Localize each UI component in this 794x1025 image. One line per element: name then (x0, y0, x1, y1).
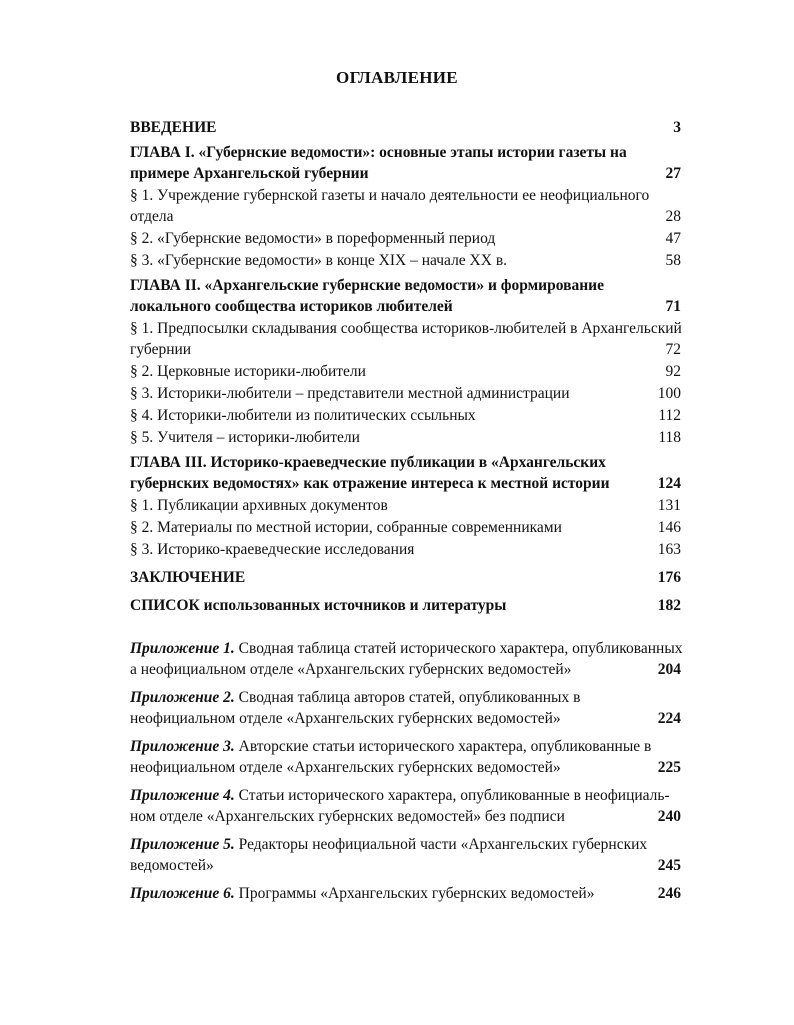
toc-page-number: 118 (658, 429, 681, 446)
toc-chapter-2 (130, 275, 713, 296)
appendix-text: а неофициальном отделе «Архангельских губернских ведомостей» (130, 661, 572, 678)
toc-chapter-1 (130, 142, 713, 163)
appendix-text: неофициальном отделе «Архангельских губернских ведомостей» (130, 759, 561, 776)
toc-page-number: 28 (665, 208, 681, 225)
toc-page-number: 224 (657, 710, 681, 727)
toc-page-number: 124 (657, 475, 681, 492)
toc-entry-text: губернских ведомостях» как отражение интереса к местной истории (130, 475, 610, 492)
toc-page-number: 163 (657, 541, 681, 558)
toc-entry-text: § 1. Предпосылки складывания сообщества историков-любителей в Архангельский (130, 320, 682, 337)
toc-appendix-6 (130, 883, 713, 904)
toc-page-number: 58 (665, 252, 681, 269)
toc-page-number: 100 (657, 385, 681, 402)
toc-entry-text: § 2. Церковные историки-любители (130, 363, 366, 380)
toc-appendix-3-cont (130, 757, 713, 778)
toc-entry-text: локального сообщества историков любителей (130, 298, 453, 315)
toc-chapter-1-cont (130, 163, 713, 184)
toc-page-number: 204 (657, 661, 681, 678)
toc-page-number: 92 (665, 363, 681, 380)
toc-entry-introduction (130, 117, 713, 138)
toc-page-number: 240 (657, 808, 681, 825)
toc-page-number: 47 (665, 230, 681, 247)
toc-appendix-1 (130, 638, 713, 659)
toc-entry-sources (130, 595, 713, 616)
toc-entry-text: § 3. Историки-любители – представители местной администрации (130, 385, 570, 402)
appendix-label: Приложение 5. (130, 836, 235, 853)
toc-entry-text: § 4. Историки-любители из политических ссыльных (130, 407, 476, 424)
toc-entry-text: § 3. Историко-краеведческие исследования (130, 541, 415, 558)
toc-entry-text: § 1. Публикации архивных документов (130, 497, 388, 514)
toc-appendix-1-cont (130, 659, 713, 680)
toc-section-1-1-cont (130, 206, 713, 227)
toc-section-3-3 (130, 539, 713, 560)
toc-page-number: 146 (657, 519, 681, 536)
appendix-text: Статьи исторического характера, опубликованные в неофициаль- (234, 787, 670, 804)
table-of-contents (130, 117, 713, 904)
toc-entry-text: ГЛАВА I. «Губернские ведомости»: основные этапы истории газеты на (130, 144, 627, 161)
toc-appendix-2-cont (130, 708, 713, 729)
toc-page-number: 131 (657, 497, 681, 514)
toc-section-2-2 (130, 361, 713, 382)
toc-entry-text: губернии (130, 341, 192, 358)
toc-entry-text: ВВЕДЕНИЕ (130, 119, 217, 136)
toc-page-number: 112 (658, 407, 681, 424)
toc-section-2-4 (130, 405, 713, 426)
toc-appendix-4 (130, 785, 713, 806)
toc-page-number: 225 (657, 759, 681, 776)
appendix-text: Редакторы неофициальной части «Архангельских губернских (234, 836, 648, 853)
toc-page-number: 72 (665, 341, 681, 358)
appendix-label: Приложение 6. (130, 885, 235, 902)
toc-entry-conclusion (130, 567, 713, 588)
toc-page-number: 27 (665, 165, 681, 182)
toc-chapter-3-cont (130, 473, 713, 494)
toc-entry-text: § 3. «Губернские ведомости» в конце XIX – начале XX в. (130, 252, 508, 269)
toc-entry-text: § 1. Учреждение губернской газеты и начало деятельности ее неофициального (130, 187, 650, 204)
toc-page-number: 176 (657, 569, 681, 586)
toc-page-number: 246 (657, 885, 681, 902)
toc-page-number: 182 (657, 597, 681, 614)
page-title: ОГЛАВЛЕНИЕ (336, 68, 458, 87)
appendix-text: Программы «Архангельских губернских ведомостей» (234, 885, 595, 902)
toc-page-number: 71 (665, 298, 681, 315)
toc-section-2-5 (130, 427, 713, 448)
toc-appendix-4-cont (130, 806, 713, 827)
toc-page-number: 3 (673, 119, 681, 136)
toc-entry-text: § 5. Учителя – историки-любители (130, 429, 360, 446)
appendix-text: Сводная таблица авторов статей, опубликованных в (234, 689, 581, 706)
toc-entry-text: § 2. Материалы по местной истории, собранные современниками (130, 519, 562, 536)
appendix-text: ном отделе «Архангельских губернских ведомостей» без подписи (130, 808, 565, 825)
toc-section-3-2 (130, 517, 713, 538)
toc-entry-text: ГЛАВА II. «Архангельские губернские ведомости» и формирование (130, 277, 604, 294)
toc-section-1-2 (130, 228, 713, 249)
toc-appendix-5 (130, 834, 713, 855)
toc-appendix-2 (130, 687, 713, 708)
toc-entry-text: примере Архангельской губернии (130, 165, 369, 182)
toc-section-2-1-cont (130, 339, 713, 360)
appendix-label: Приложение 3. (130, 738, 235, 755)
appendix-label: Приложение 2. (130, 689, 235, 706)
toc-appendix-3 (130, 736, 713, 757)
toc-entry-text: § 2. «Губернские ведомости» в пореформенный период (130, 230, 496, 247)
toc-chapter-3 (130, 452, 713, 473)
appendix-text: неофициальном отделе «Архангельских губернских ведомостей» (130, 710, 561, 727)
toc-page-number: 245 (657, 857, 681, 874)
appendix-label: Приложение 4. (130, 787, 235, 804)
toc-entry-text: ГЛАВА III. Историко-краеведческие публикации в «Архангельских (130, 454, 606, 471)
appendix-label: Приложение 1. (130, 640, 235, 657)
toc-section-2-1 (130, 318, 713, 339)
toc-entry-text: СПИСОК использованных источников и литературы (130, 597, 507, 614)
toc-entry-text: ЗАКЛЮЧЕНИЕ (130, 569, 246, 586)
toc-entry-text: отдела (130, 208, 174, 225)
appendix-text: Авторские статьи исторического характера, опубликованные в (234, 738, 652, 755)
appendix-text: ведомостей» (130, 857, 214, 874)
toc-appendix-5-cont (130, 855, 713, 876)
toc-section-3-1 (130, 495, 713, 516)
appendix-text: Сводная таблица статей исторического характера, опубликованных (234, 640, 683, 657)
toc-section-1-3 (130, 250, 713, 271)
toc-section-2-3 (130, 383, 713, 404)
toc-chapter-2-cont (130, 296, 713, 317)
toc-section-1-1 (130, 185, 713, 206)
